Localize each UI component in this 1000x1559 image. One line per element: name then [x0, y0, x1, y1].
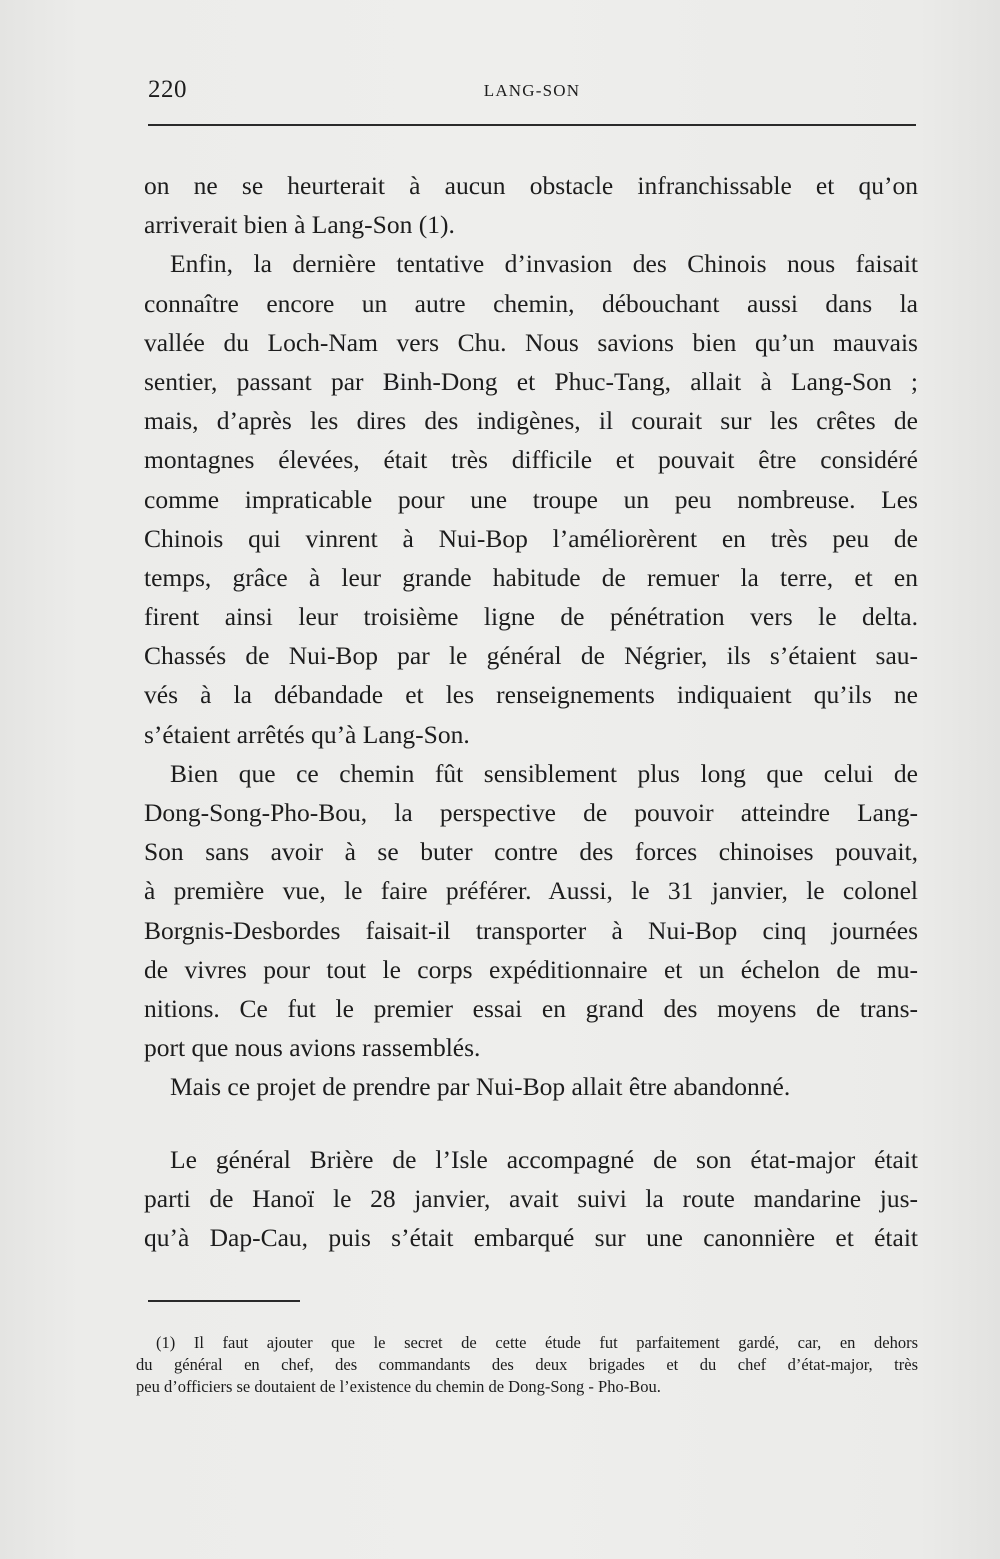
body-line: vallée du Loch-Nam vers Chu. Nous savions bien qu’un mauvais — [144, 327, 918, 357]
body-line: qu’à Dap-Cau, puis s’était embarqué sur une canonnière et était — [144, 1222, 918, 1252]
body-line: Dong-Song-Pho-Bou, la perspective de pouvoir atteindre Lang- — [144, 798, 918, 827]
footnote-rule — [148, 1300, 300, 1302]
body-line: vés à la débandade et les renseignements indiquaient qu’ils ne — [144, 680, 918, 710]
body-line: sentier, passant par Binh-Dong et Phuc-Tang, allait à Lang-Son ; — [144, 366, 918, 396]
body-line: temps, grâce à leur grande habitude de remuer la terre, et en — [144, 562, 918, 592]
page-number: 220 — [148, 76, 187, 103]
body-line: Son sans avoir à se buter contre des forces chinoises pouvait, — [144, 837, 918, 867]
body-line: à première vue, le faire préférer. Aussi, le 31 janvier, le colonel — [144, 876, 918, 906]
footnote — [136, 1332, 918, 1398]
body-line: port que nous avions rassemblés. — [144, 1033, 481, 1063]
section-gap — [144, 1107, 918, 1140]
body-line: s’étaient arrêtés qu’à Lang-Son. — [144, 719, 470, 749]
body-line: parti de Hanoï le 28 janvier, avait suivi la route mandarine jus- — [144, 1183, 918, 1213]
body-line: montagnes élevées, était très difficile et pouvait être considéré — [144, 445, 918, 475]
page-header — [148, 72, 916, 112]
body-line: de vivres pour tout le corps expéditionnaire et un échelon de mu- — [144, 954, 918, 984]
footnote-line: peu d’officiers se doutaient de l’existence du chemin de Dong-Song - Pho-Bou. — [136, 1377, 661, 1396]
body-line: mais, d’après les dires des indigènes, il courait sur les crêtes de — [144, 406, 918, 436]
footnote-line: du général en chef, des commandants des deux brigades et du chef d’état-major, très — [136, 1355, 918, 1374]
body-line: firent ainsi leur troisième ligne de pénétration vers le delta. — [144, 602, 918, 632]
body-line: Mais ce projet de prendre par Nui-Bop allait être abandonné. — [170, 1072, 791, 1102]
body-line: Chassés de Nui-Bop par le général de Négrier, ils s’étaient sau- — [144, 641, 918, 671]
body-line: Le général Brière de l’Isle accompagné de son état-major était — [170, 1144, 918, 1174]
body-line: Enfin, la dernière tentative d’invasion des Chinois nous faisait — [170, 249, 918, 279]
body-line: arriverait bien à Lang-Son (1). — [144, 210, 455, 240]
running-title: LANG-SON — [483, 81, 581, 100]
body-line: comme impraticable pour une troupe un peu nombreuse. Les — [144, 484, 918, 514]
body-line: Bien que ce chemin fût sensiblement plus long que celui de — [170, 758, 918, 788]
body-line: Chinois qui vinrent à Nui-Bop l’améliorèrent en très peu de — [144, 523, 918, 553]
body-text — [144, 166, 918, 1257]
body-line: nitions. Ce fut le premier essai en grand des moyens de trans- — [144, 993, 918, 1023]
body-line: connaître encore un autre chemin, débouchant aussi dans la — [144, 288, 918, 318]
body-line: on ne se heurterait à aucun obstacle infranchissable et qu’on — [144, 171, 918, 200]
footnote-line: (1) Il faut ajouter que le secret de cette étude fut parfaitement gardé, car, en dehors — [156, 1333, 918, 1352]
body-line: Borgnis-Desbordes faisait-il transporter à Nui-Bop cinq journées — [144, 915, 918, 945]
header-rule — [148, 124, 916, 126]
